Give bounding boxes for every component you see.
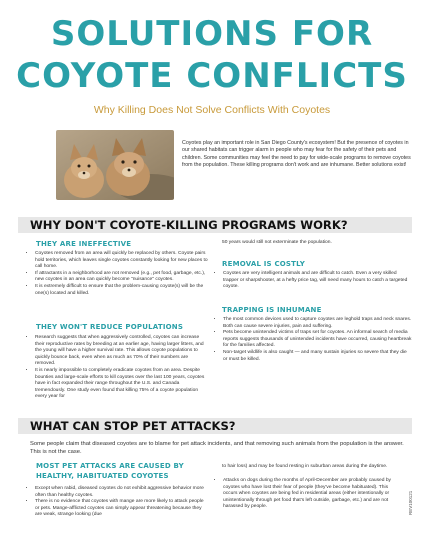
list-item: • Attacks on dogs during the months of April-December are probably caused by coyotes who have lost their fear of people (they've become habituated). This occurs when coyotes are being fed in residential areas (either intentionally or unintentionally through pet food that's left outside, garbage, etc.) and are not harassed by people. [223,478,402,511]
list-item: • If attractants in a neighborhood are not removed (e.g., pet food, garbage, etc.), new coyotes in an area can quickly become "nuisance" coyotes. [35,271,208,284]
healthy-coyotes-text [28,486,208,519]
list-item: • There is no evidence that coyotes with mange are more likely to attack people or pets. Mange-afflicted coyotes can simply appear threatening because they are weak, strange looking (due [35,499,208,519]
heading-costly: REMOVAL IS COSTLY [222,260,305,268]
populations-text [28,335,208,401]
trapping-text [216,317,412,363]
right-column-continuation: to hair loss) and may be found resting in suburban areas during the daytime. [222,464,388,469]
heading-trapping: TRAPPING IS INHUMANE [222,306,322,314]
title-line-2: COYOTE CONFLICTS [16,56,408,96]
pet-attacks-intro: Some people claim that diseased coyotes are to blame for pet attack incidents, and that removing such animals from the population is the answer. This is not the case. [30,441,404,455]
populations-continuation: 50 years would still not exterminate the population. [222,240,332,245]
costly-text [216,271,412,291]
heading-populations: THEY WON'T REDUCE POPULATIONS [36,323,184,331]
section-heading-why: WHY DON'T COYOTE-KILLING PROGRAMS WORK? [30,218,348,232]
heading-healthy-coyotes-2: HEALTHY, HABITUATED COYOTES [36,472,169,480]
coyote-photo [56,130,174,200]
section-heading-band [18,418,412,434]
heading-ineffective: THEY ARE INEFFECTIVE [36,240,132,248]
intro-paragraph: Coyotes play an important role in San Diego County's ecosystem! But the presence of coyotes in our shared habitats can trigger alarm in people who may fear for the safety of their pets and children. Some communities may feel the need to pay for wide-scale programs to remove coyotes from the population. These killing programs don't work and are inhumane. Better solutions exist! [182,140,411,169]
list-item: • It is extremely difficult to ensure that the problem-causing coyote(s) will be the one(s) located and killed. [35,284,208,297]
section-heading-pet-attacks: WHAT CAN STOP PET ATTACKS? [30,419,236,433]
list-item: • Pets become unintended victims of traps set for coyotes. An informal search of media reports suggests thousands of unintended incidents have occurred, causing heartbreak for the families affected. [223,330,412,350]
title-line-1: SOLUTIONS FOR [50,14,374,54]
habituation-text [216,478,402,511]
list-item: • Non-target wildlife is also caught — and many sustain injuries so severe that they die or must be killed. [223,350,412,363]
subtitle: Why Killing Does Not Solve Conflicts With Coyotes [93,104,331,116]
list-item: • Except when rabid, diseased coyotes do not exhibit aggressive behavior more often than healthy coyotes. [35,486,208,499]
list-item: • Research suggests that when aggressively controlled, coyotes can increase their reproductive rates by breeding at an earlier age, having larger litters, and the young will have a higher survival rate. This allows coyote populations to quickly bounce back, even when as much as 70% of their numbers are removed. [35,335,208,368]
list-item: • Coyotes are very intelligent animals and are difficult to catch. Even a very skilled trapper or sharpshooter, at a hefty price tag, will need many hours to catch a targeted coyote. [223,271,412,291]
document-code: REV100121 [408,490,413,515]
heading-healthy-coyotes-1: MOST PET ATTACKS ARE CAUSED BY [36,462,184,470]
ineffective-text [28,251,208,297]
list-item: • Coyotes removed from an area will quickly be replaced by others. Coyote pairs hold territories, which leaves single coyotes constantly looking for new places to call home. [35,251,208,271]
section-heading-band [18,217,412,233]
list-item: • It is nearly impossible to completely eradicate coyotes from an area. Despite bounties and large-scale efforts to kill coyotes over the last 100 years, coyotes have in fact expanded their range throughout the U.S. and Canada tremendously. One study even found that killing 75% of a coyote population every year for [35,368,208,401]
list-item: • The most common devices used to capture coyotes are leghold traps and neck snares. Both can cause severe injuries, pain and suffering. [223,317,412,330]
